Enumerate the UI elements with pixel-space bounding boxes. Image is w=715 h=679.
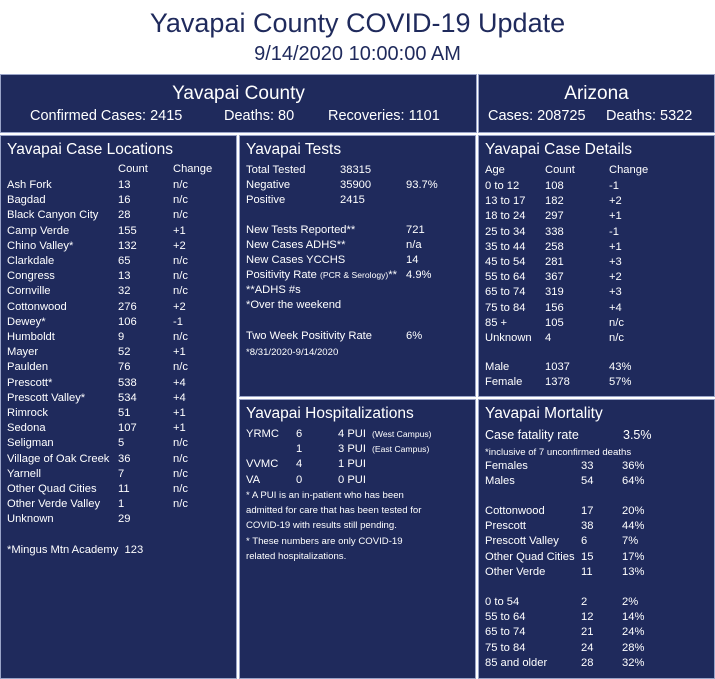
location-count: 538 <box>118 376 137 389</box>
location-name: Cornville <box>7 285 51 298</box>
hospital-pui: 1 PUI <box>338 458 366 471</box>
age-row <box>479 240 715 255</box>
age-count: 297 <box>545 210 564 223</box>
tests-title: Yavapai Tests <box>246 141 342 158</box>
location-change: n/c <box>173 194 188 207</box>
new-cases-adhs-row <box>240 238 476 253</box>
hospital-name: VVMC <box>246 458 279 471</box>
hospitalization-note: * A PUI is an in-patient who has been <box>246 490 404 501</box>
mortality-percent: 36% <box>622 460 645 472</box>
location-change: n/c <box>173 498 188 511</box>
location-row <box>1 497 237 512</box>
location-change: +4 <box>173 376 186 389</box>
location-row <box>1 436 237 451</box>
hospitalizations-title: Yavapai Hospitalizations <box>246 405 414 422</box>
hospital-count: 6 <box>296 428 303 440</box>
county-summary-title: Yavapai County <box>172 83 305 104</box>
mortality-percent: 44% <box>622 520 645 533</box>
case-locations-header <box>1 162 237 177</box>
hospital-row <box>240 473 476 488</box>
two-week-date-range: *8/31/2020-9/14/2020 <box>246 347 339 358</box>
case-details-title: Yavapai Case Details <box>485 141 633 158</box>
location-row <box>1 254 237 269</box>
location-change: n/c <box>173 483 188 495</box>
location-name: Paulden <box>7 361 49 374</box>
hospitalization-note: COVID-19 with results still pending. <box>246 520 397 532</box>
mortality-percent: 32% <box>622 656 645 669</box>
location-change: +4 <box>173 391 186 404</box>
location-row <box>1 391 237 406</box>
mortality-age-row <box>479 656 715 671</box>
location-row <box>1 360 237 375</box>
location-row <box>1 178 237 193</box>
location-change: +2 <box>173 300 186 313</box>
hospital-count: 0 <box>296 473 303 486</box>
case-details-header <box>479 163 715 178</box>
mortality-label: Prescott Valley <box>485 535 559 548</box>
mortality-percent: 2% <box>622 596 639 608</box>
location-name: Chino Valley* <box>7 239 74 252</box>
female-label: Female <box>485 376 523 388</box>
hospitalization-note: * These numbers are only COVID-19 <box>246 535 403 547</box>
location-count: 132 <box>118 239 137 252</box>
positive-label: Positive <box>246 194 286 206</box>
location-change: n/c <box>173 331 188 343</box>
mortality-place-row <box>479 519 715 534</box>
positivity-rate-row <box>240 268 476 283</box>
mortality-count: 6 <box>581 535 588 548</box>
location-change: n/c <box>173 467 188 480</box>
location-name: Congress <box>7 270 55 283</box>
location-row <box>1 482 237 497</box>
age-count: 105 <box>545 316 564 329</box>
location-name: Yarnell <box>7 467 41 480</box>
female-percent: 57% <box>609 376 632 388</box>
weekend-note: *Over the weekend <box>246 299 342 311</box>
age-row <box>479 331 715 346</box>
new-cases-adhs-label: New Cases ADHS** <box>246 239 346 251</box>
hospitalization-note: related hospitalizations. <box>246 550 347 562</box>
location-row <box>1 406 237 421</box>
mortality-count: 2 <box>581 596 588 608</box>
hospital-campus: (West Campus) <box>372 429 432 439</box>
age-change: +4 <box>609 301 622 314</box>
mortality-percent: 64% <box>622 475 645 488</box>
mortality-place-row <box>479 504 715 519</box>
age-count: 4 <box>545 332 552 344</box>
location-count: 32 <box>118 285 131 298</box>
update-datetime: 9/14/2020 10:00:00 AM <box>254 43 461 65</box>
location-name: Clarkdale <box>7 255 55 267</box>
location-count: 28 <box>118 209 131 222</box>
age-change: +2 <box>609 195 622 208</box>
new-tests-label: New Tests Reported** <box>246 224 356 236</box>
mortality-count: 11 <box>581 565 593 578</box>
age-row <box>479 270 715 285</box>
location-name: Mayer <box>7 346 39 359</box>
mortality-label: Prescott <box>485 520 527 533</box>
county-confirmed-cases: Confirmed Cases: 2415 <box>30 108 183 124</box>
count-column-header: Count <box>118 163 148 175</box>
age-row <box>479 285 715 300</box>
unconfirmed-deaths-note: *inclusive of 7 unconfirmed deaths <box>485 447 632 458</box>
location-name: Other Quad Cities <box>7 483 97 495</box>
mortality-percent: 14% <box>622 611 645 624</box>
arizona-summary-title: Arizona <box>564 83 629 104</box>
county-recoveries: Recoveries: 1101 <box>328 108 440 124</box>
hospital-count: 1 <box>296 443 303 456</box>
age-group: 55 to 64 <box>485 271 526 284</box>
age-row <box>479 194 715 209</box>
location-name: Prescott* <box>7 376 53 389</box>
location-row <box>1 345 237 360</box>
male-label: Male <box>485 361 510 373</box>
age-count: 108 <box>545 180 564 192</box>
location-row <box>1 421 237 436</box>
mortality-label: Other Verde <box>485 565 546 578</box>
mortality-count: 12 <box>581 611 594 624</box>
positivity-rate-value: 4.9% <box>406 269 432 281</box>
location-name: Rimrock <box>7 407 49 419</box>
location-count: 36 <box>118 452 131 465</box>
age-change: n/c <box>609 332 624 344</box>
location-name: Other Verde Valley <box>7 498 101 511</box>
location-row <box>1 452 237 467</box>
location-row <box>1 315 237 330</box>
age-count: 367 <box>545 271 564 284</box>
age-group: 75 to 84 <box>485 301 526 314</box>
location-row <box>1 467 237 482</box>
mortality-percent: 20% <box>622 505 645 517</box>
mortality-title: Yavapai Mortality <box>485 405 603 422</box>
two-week-positivity-value: 6% <box>406 330 423 342</box>
location-row <box>1 284 237 299</box>
age-change: -1 <box>609 180 619 192</box>
location-count: 51 <box>118 407 131 419</box>
mortality-label: Females <box>485 460 528 472</box>
mortality-count: 15 <box>581 550 594 563</box>
male-row <box>479 360 715 375</box>
mortality-sex-row <box>479 459 715 474</box>
age-column-header: Age <box>485 164 505 176</box>
hospital-name: VA <box>246 473 261 486</box>
total-tested-value: 38315 <box>340 164 372 176</box>
location-name: Village of Oak Creek <box>7 452 110 465</box>
male-count: 1037 <box>545 361 570 373</box>
positivity-rate-method: (PCR & Serology) <box>320 270 389 280</box>
mortality-label: 85 and older <box>485 656 548 669</box>
age-row <box>479 301 715 316</box>
mortality-label: 65 to 74 <box>485 626 526 639</box>
age-row <box>479 225 715 240</box>
age-change: +3 <box>609 256 622 268</box>
mortality-place-row <box>479 534 715 549</box>
location-count: 52 <box>118 346 131 359</box>
case-locations-panel <box>0 135 237 679</box>
age-group: 45 to 54 <box>485 256 526 268</box>
location-change: n/c <box>173 437 188 450</box>
mortality-age-row <box>479 595 715 610</box>
mortality-label: 55 to 64 <box>485 611 526 624</box>
mortality-count: 28 <box>581 656 594 669</box>
positive-value: 2415 <box>340 194 365 206</box>
positivity-rate-label <box>246 268 397 283</box>
location-name: Bagdad <box>7 194 46 207</box>
arizona-summary-panel <box>478 74 715 133</box>
age-row <box>479 316 715 331</box>
location-name: Black Canyon City <box>7 209 99 222</box>
location-count: 65 <box>118 255 131 267</box>
age-count: 258 <box>545 240 564 253</box>
change-column-header: Change <box>609 164 649 176</box>
age-group: 0 to 12 <box>485 180 520 192</box>
hospital-pui: 4 PUI <box>338 428 366 440</box>
location-name: Prescott Valley* <box>7 391 86 404</box>
total-tested-label: Total Tested <box>246 164 306 176</box>
new-cases-ycchs-label: New Cases YCCHS <box>246 254 346 266</box>
change-column-header: Change <box>173 163 213 175</box>
location-change: +1 <box>173 407 186 419</box>
county-deaths: Deaths: 80 <box>224 108 295 124</box>
hospital-pui: 3 PUI <box>338 443 366 456</box>
location-change: n/c <box>173 179 188 191</box>
location-count: 107 <box>118 422 137 435</box>
negative-row <box>240 178 476 193</box>
count-column-header: Count <box>545 164 575 176</box>
mortality-percent: 13% <box>622 565 645 578</box>
location-change: n/c <box>173 255 188 267</box>
mortality-count: 54 <box>581 475 594 488</box>
mortality-percent: 7% <box>622 535 639 548</box>
case-fatality-row <box>479 428 715 443</box>
location-name: Seligman <box>7 437 54 450</box>
age-row <box>479 255 715 270</box>
location-count: 5 <box>118 437 125 450</box>
mortality-count: 38 <box>581 520 594 533</box>
mortality-percent: 28% <box>622 641 645 654</box>
new-cases-ycchs-row <box>240 253 476 268</box>
mortality-age-row <box>479 625 715 640</box>
location-row <box>1 239 237 254</box>
hospitalization-note: admitted for care that has been tested for <box>246 505 422 517</box>
age-count: 338 <box>545 225 564 238</box>
new-cases-ycchs-value: 14 <box>406 254 419 266</box>
location-count: 11 <box>118 483 130 495</box>
age-group: 35 to 44 <box>485 240 526 253</box>
mortality-label: Males <box>485 475 515 488</box>
new-tests-value: 721 <box>406 224 425 236</box>
arizona-deaths: Deaths: 5322 <box>606 108 693 124</box>
mortality-age-row <box>479 610 715 625</box>
location-name: Unknown <box>7 513 54 526</box>
negative-percent: 93.7% <box>406 179 438 191</box>
age-group: 25 to 34 <box>485 225 526 238</box>
age-group: 13 to 17 <box>485 195 526 208</box>
location-name: Humboldt <box>7 331 55 343</box>
location-name: Dewey* <box>7 315 46 328</box>
hospitalizations-panel <box>239 399 476 679</box>
mortality-panel <box>478 399 715 679</box>
location-change: +1 <box>173 422 186 435</box>
case-fatality-value: 3.5% <box>623 428 652 442</box>
location-row <box>1 512 237 527</box>
new-tests-row <box>240 223 476 238</box>
location-change: +2 <box>173 239 186 252</box>
age-group: 18 to 24 <box>485 210 526 223</box>
location-row <box>1 208 237 223</box>
location-count: 1 <box>118 498 125 511</box>
location-change: +1 <box>173 224 186 237</box>
two-week-positivity-label: Two Week Positivity Rate <box>246 330 373 342</box>
location-change: n/c <box>173 209 188 222</box>
location-name: Cottonwood <box>7 300 67 313</box>
negative-label: Negative <box>246 179 291 191</box>
age-change: +1 <box>609 210 622 223</box>
location-name: Camp Verde <box>7 224 70 237</box>
age-count: 319 <box>545 286 564 299</box>
location-row <box>1 376 237 391</box>
new-cases-adhs-value: n/a <box>406 239 422 251</box>
mortality-count: 33 <box>581 460 594 472</box>
location-count: 16 <box>118 194 131 207</box>
mortality-percent: 17% <box>622 550 645 563</box>
location-row <box>1 269 237 284</box>
location-change: -1 <box>173 315 183 328</box>
age-change: +1 <box>609 240 622 253</box>
age-change: -1 <box>609 225 619 238</box>
hospital-row <box>240 427 476 442</box>
arizona-cases: Cases: 208725 <box>488 108 586 124</box>
case-details-panel <box>478 135 715 397</box>
total-tested-row <box>240 163 476 178</box>
male-percent: 43% <box>609 361 632 373</box>
location-count: 106 <box>118 315 137 328</box>
location-change: n/c <box>173 452 188 465</box>
location-row <box>1 300 237 315</box>
mortality-place-row <box>479 550 715 565</box>
mortality-percent: 24% <box>622 626 645 639</box>
mortality-label: Cottonwood <box>485 505 545 517</box>
age-group: 65 to 74 <box>485 286 526 299</box>
county-summary-panel <box>0 74 477 133</box>
hospital-campus: (East Campus) <box>372 444 430 455</box>
mortality-age-row <box>479 641 715 656</box>
adhs-note: **ADHS #s <box>246 284 301 296</box>
location-count: 9 <box>118 331 125 343</box>
mortality-sex-row <box>479 474 715 489</box>
location-count: 276 <box>118 300 137 313</box>
positive-row <box>240 193 476 208</box>
mortality-label: Other Quad Cities <box>485 550 575 563</box>
location-count: 13 <box>118 179 131 191</box>
location-count: 7 <box>118 467 125 480</box>
positivity-rate-stars: ** <box>388 269 398 281</box>
female-count: 1378 <box>545 376 570 388</box>
location-count: 76 <box>118 361 131 374</box>
location-change: n/c <box>173 285 188 298</box>
age-count: 156 <box>545 301 564 314</box>
age-change: +3 <box>609 286 622 299</box>
location-name: Sedona <box>7 422 46 435</box>
location-change: n/c <box>173 270 188 283</box>
negative-value: 35900 <box>340 179 372 191</box>
mortality-count: 24 <box>581 641 594 654</box>
mortality-place-row <box>479 565 715 580</box>
location-count: 13 <box>118 270 131 283</box>
location-count: 534 <box>118 391 137 404</box>
mingus-footnote: *Mingus Mtn Academy 123 <box>7 544 144 556</box>
location-name: Ash Fork <box>7 179 52 191</box>
location-row <box>1 224 237 239</box>
age-count: 182 <box>545 195 564 208</box>
location-change: n/c <box>173 361 188 374</box>
case-fatality-label: Case fatality rate <box>485 428 579 442</box>
age-change: +2 <box>609 271 622 284</box>
two-week-positivity-row <box>240 329 476 344</box>
location-row <box>1 330 237 345</box>
location-row <box>1 193 237 208</box>
hospital-count: 4 <box>296 458 303 471</box>
positivity-rate-text: Positivity Rate <box>246 269 317 281</box>
age-row <box>479 209 715 224</box>
hospital-name: YRMC <box>246 428 279 440</box>
case-locations-title: Yavapai Case Locations <box>7 141 174 158</box>
page-title: Yavapai County COVID-19 Update <box>149 8 566 38</box>
mortality-count: 21 <box>581 626 594 639</box>
hospital-row <box>240 442 476 457</box>
mortality-count: 17 <box>581 505 594 517</box>
age-group: Unknown <box>485 332 532 344</box>
age-group: 85 + <box>485 316 508 329</box>
location-change: +1 <box>173 346 186 359</box>
location-count: 29 <box>118 513 131 526</box>
mortality-label: 75 to 84 <box>485 641 526 654</box>
age-change: n/c <box>609 316 624 329</box>
hospital-row <box>240 457 476 472</box>
mortality-label: 0 to 54 <box>485 596 520 608</box>
female-row <box>479 375 715 390</box>
hospital-pui: 0 PUI <box>338 473 366 486</box>
location-count: 155 <box>118 224 137 237</box>
age-row <box>479 179 715 194</box>
tests-panel <box>239 135 476 397</box>
age-count: 281 <box>545 256 564 268</box>
